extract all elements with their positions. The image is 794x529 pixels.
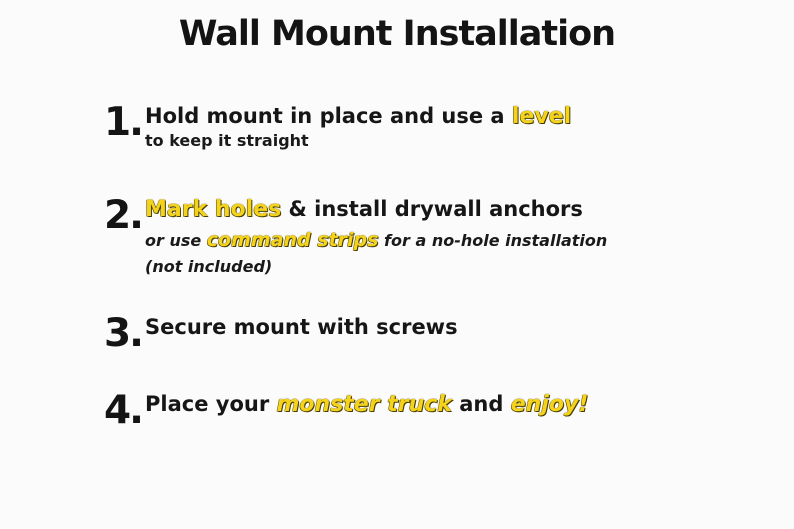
highlight-enjoy: enjoy! — [510, 392, 589, 417]
page-title: Wall Mount Installation — [178, 14, 616, 54]
step-text: Hold mount in place and use a — [145, 104, 512, 128]
step-number: 4. — [104, 388, 142, 433]
step-main-text — [145, 391, 785, 418]
step-body — [145, 314, 785, 340]
step-note: (not included) — [145, 257, 273, 276]
step-text-pre: Place your — [145, 392, 277, 416]
step-sub-text — [145, 229, 785, 252]
step-body — [145, 196, 785, 278]
step-number: 3. — [104, 311, 142, 356]
highlight-command-strips: command strips — [206, 229, 379, 251]
highlight-mark-holes: Mark holes — [145, 197, 282, 222]
step-number: 2. — [104, 193, 142, 238]
step-body — [145, 391, 785, 418]
step-main-text — [145, 196, 785, 223]
step-text-mid: and — [451, 392, 511, 416]
highlight-monster-truck: monster truck — [276, 392, 452, 417]
step-body — [145, 103, 785, 152]
step-main-text — [145, 103, 785, 130]
highlight-level: level — [511, 104, 572, 129]
step-sub-text-post: for a no-hole installation — [378, 231, 608, 250]
step-sub-text-pre: or use — [145, 231, 207, 250]
step-number: 1. — [104, 100, 142, 145]
step-text: & install drywall anchors — [281, 197, 583, 221]
step-sub-text: to keep it straight — [145, 131, 309, 150]
step-main-text: Secure mount with screws — [145, 315, 458, 339]
